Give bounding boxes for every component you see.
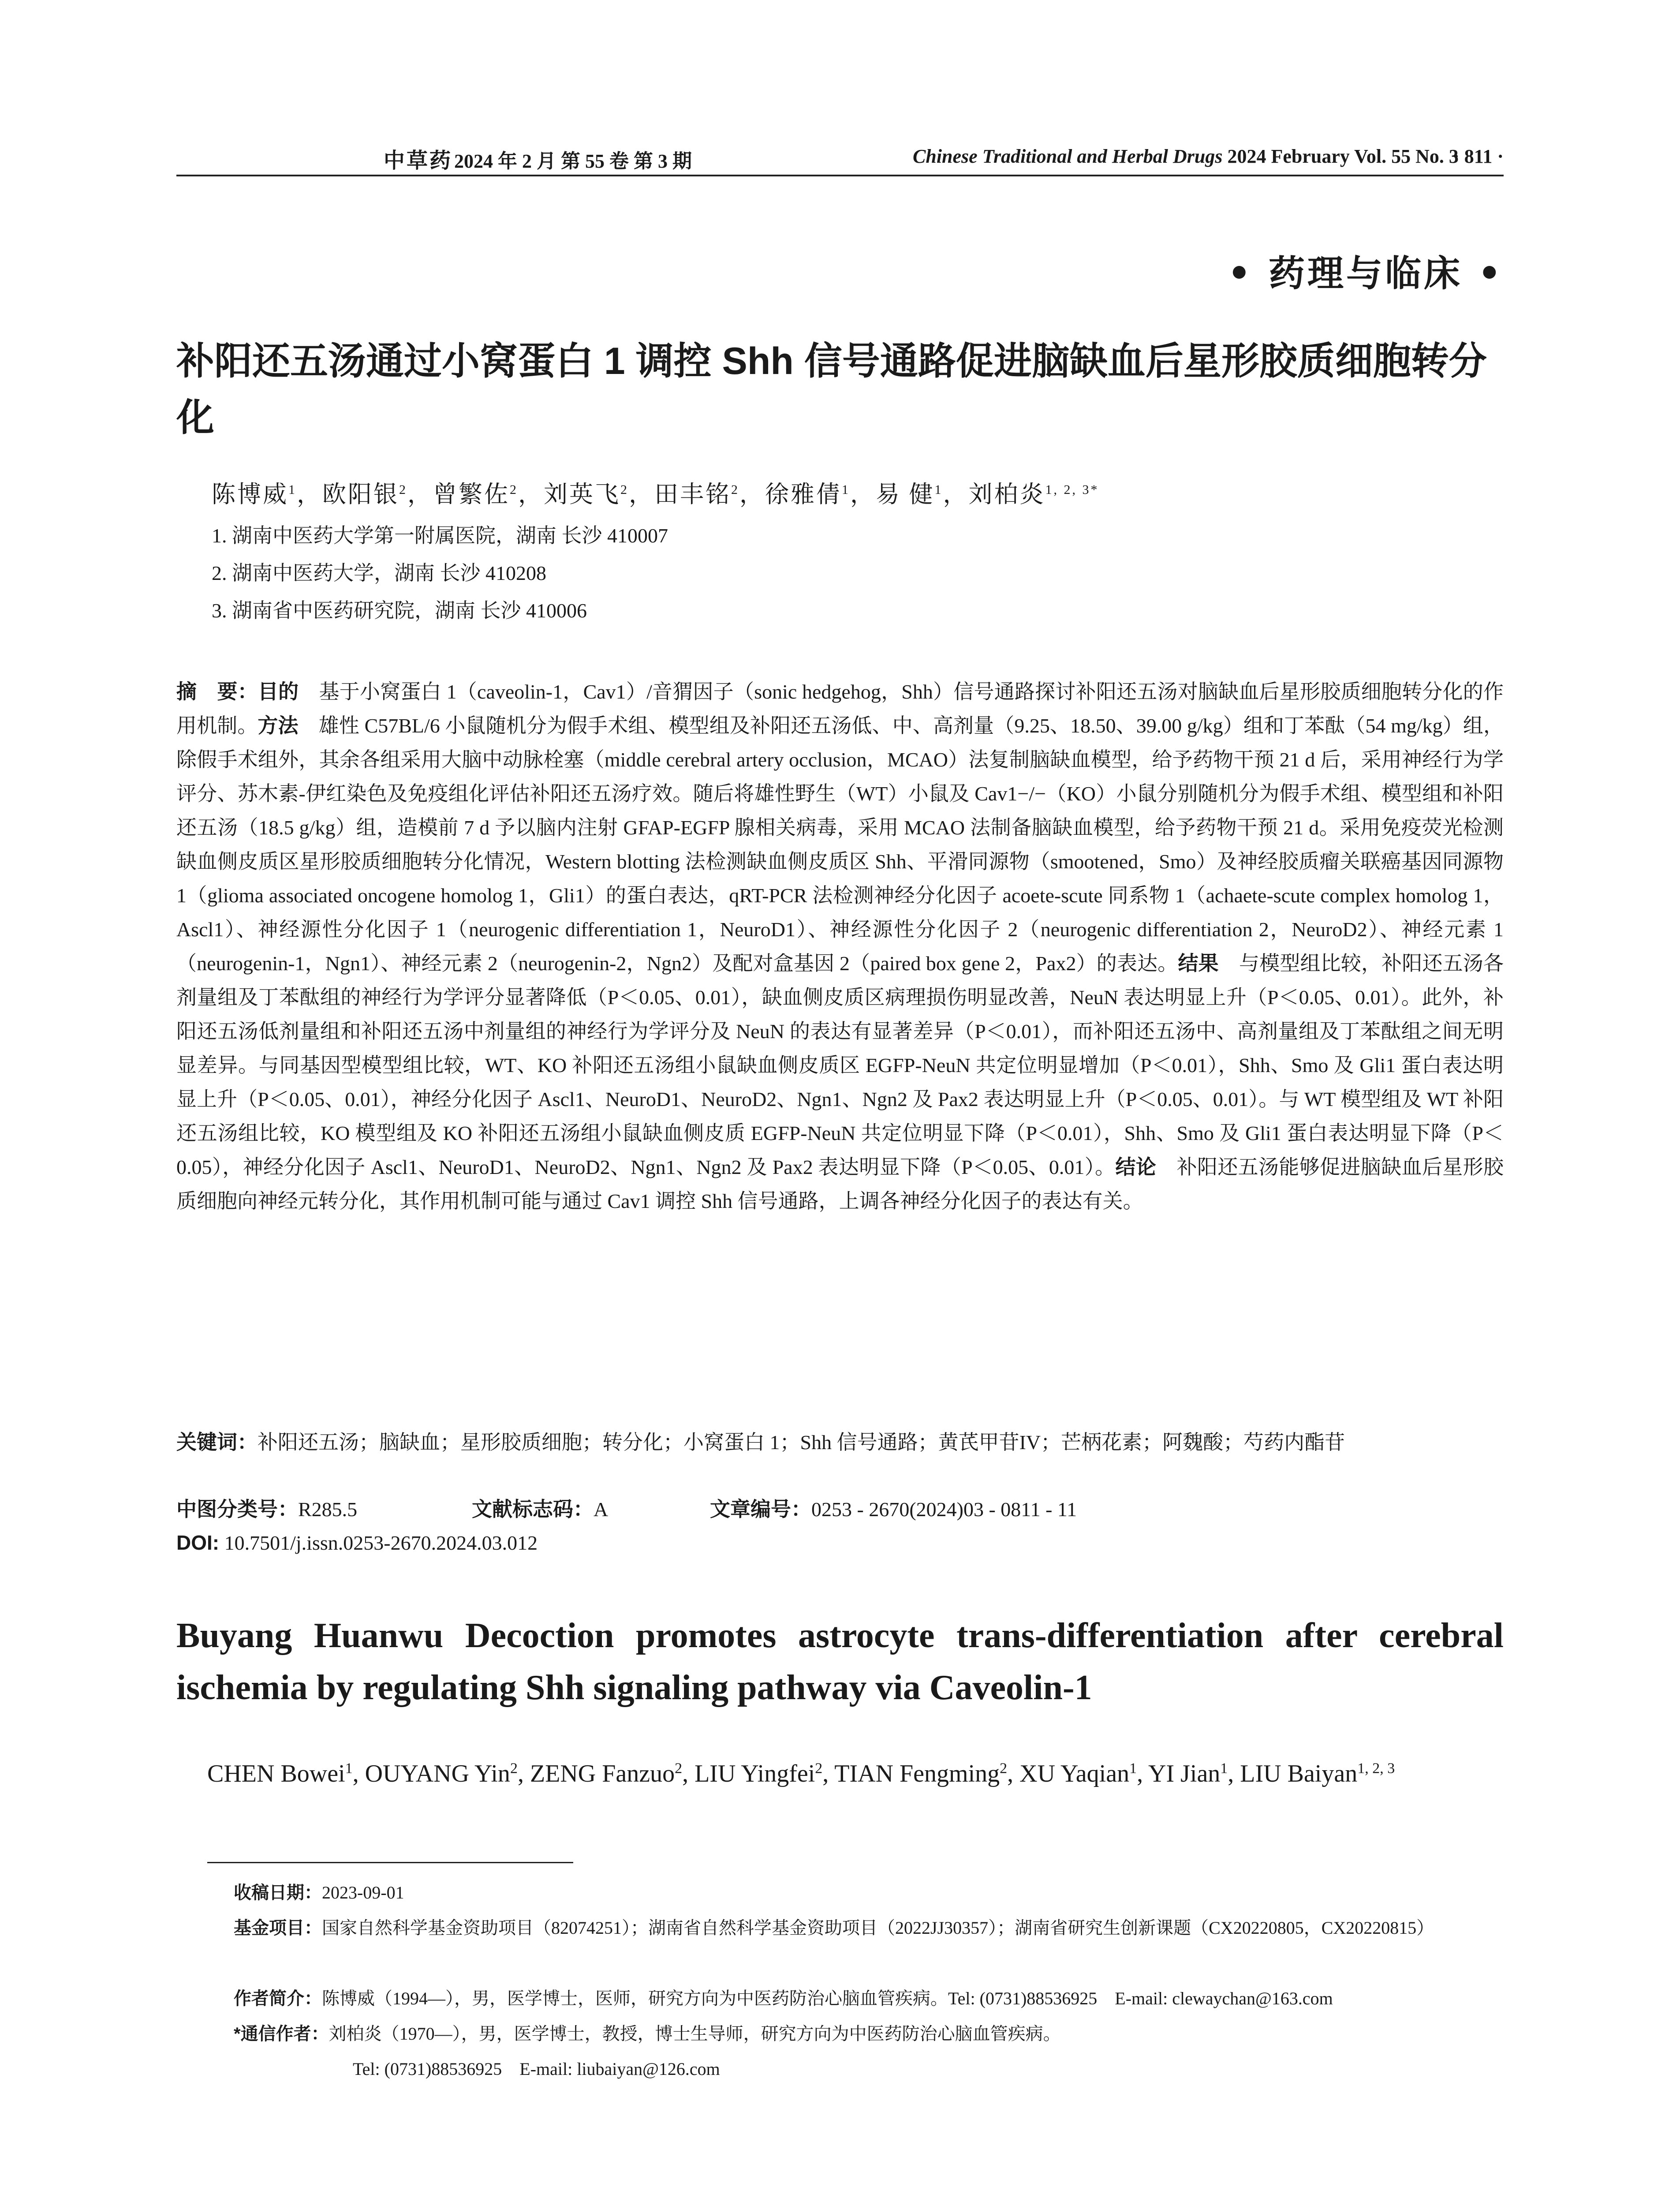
keywords-text: 补阳还五汤；脑缺血；星形胶质细胞；转分化；小窝蛋白 1；Shh 信号通路；黄芪甲苷IV；芒柄花素；阿魏酸；芍药内酯苷 <box>258 1431 1345 1454</box>
abstract-label: 摘 要： <box>176 680 258 703</box>
results-text: 与模型组比较，补阳还五汤各剂量组及丁苯酞组的神经行为学评分显著降低（P＜0.05、0.01），缺血侧皮质区病理损伤明显改善，NeuN 表达明显上升（P＜0.05、0.01）。此外，补阳还五汤低剂量组和补阳还五汤中剂量组的神经行为学评分及 NeuN 的表达有显著差异（P＜0.01），而补阳还五汤中、高剂量组及丁苯酞组之间无明显差异。与同基因型模型组比较，WT、KO 补阳还五汤组小鼠缺血侧皮质区 EGFP-NeuN 共定位明显增加（P＜0.01），Shh、Smo 及 Gli1 蛋白表达明显上升（P＜0.05、0.01），神经分化因子 Ascl1、NeuroD1、NeuroD2、Ngn1、Ngn2 及 Pax2 表达明显上升（P＜0.05、0.01）。与 WT 模型组及 WT 补阳还五汤组比较，KO 模型组及 KO 补阳还五汤组小鼠缺血侧皮质 EGFP-NeuN 共定位明显下降（P＜0.01），Shh、Smo 及 Gli1 蛋白表达明显下降（P＜0.05），神经分化因子 Ascl1、NeuroD1、NeuroD2、Ngn1、Ngn2 及 Pax2 表达明显下降（P＜0.05、0.01）。 <box>176 952 1504 1178</box>
journal-name-en: Chinese Traditional and Herbal Drugs <box>913 146 1223 167</box>
author-en-name: XU Yaqian <box>1019 1760 1130 1787</box>
abstract <box>176 675 1504 1218</box>
journal-issue-en <box>913 145 1459 168</box>
authors-cn: 陈博威$^1$，欧阳银$^2$，曾繁佐$^2$，刘英飞$^2$，田丰铭$^2$，徐雅倩$^1$，易 健$^1$，刘柏炎$^{1, 2, 3*}$ <box>212 481 1099 508</box>
corr-label: *通信作者： <box>234 2024 329 2044</box>
clc-value: R285.5 <box>298 1498 358 1521</box>
author-en-name: TIAN Fengming <box>834 1760 1000 1787</box>
corr-contact: Tel: (0731)88536925 E-mail: liubaiyan@126.com <box>353 2059 720 2079</box>
methods-label: 方法 <box>258 714 299 737</box>
clc-label: 中图分类号： <box>176 1498 298 1521</box>
author-en-name: YI Jian <box>1148 1760 1221 1787</box>
author-en-name: LIU Baiyan <box>1240 1760 1358 1787</box>
doc-code-value: A <box>594 1498 609 1521</box>
author-en-affiliation-mark: 2 <box>675 1760 683 1777</box>
conclusion-text: 补阳还五汤能够促进脑缺血后星形胶质细胞向神经元转分化，其作用机制可能与通过 Cav1 调控 Shh 信号通路，上调各神经分化因子的表达有关。 <box>176 1156 1504 1212</box>
footnote-corresponding <box>234 2021 1504 2047</box>
author-en-affiliation-mark: 2 <box>815 1760 823 1777</box>
author-en-affiliation-mark: 1 <box>1220 1760 1228 1777</box>
author-en-name: CHEN Bowei <box>207 1760 345 1787</box>
author-cn-affiliation-mark: 1 <box>842 482 850 497</box>
issue-info-cn: 2024 年 2 月 第 55 卷 第 3 期 <box>454 150 692 172</box>
author-cn-name: 欧阳银 <box>322 481 399 508</box>
author-cn-affiliation-mark: 1 <box>288 482 297 497</box>
author-cn-name: 刘英飞 <box>544 481 620 508</box>
author-en-affiliation-mark: 1 <box>345 1760 353 1777</box>
author-cn-name: 徐雅倩 <box>765 481 842 508</box>
doc-code-label: 文献标志码： <box>472 1498 594 1521</box>
page-number: · 811 · <box>1453 146 1504 167</box>
issue-info-en: 2024 February Vol. 55 No. 3 <box>1227 146 1459 167</box>
author-en-affiliation-mark: 2 <box>510 1760 518 1777</box>
doi-value[interactable]: 10.7501/j.issn.0253-2670.2024.03.012 <box>224 1532 538 1554</box>
received-date: 2023-09-01 <box>322 1883 404 1902</box>
authors-en: CHEN Bowei$^1$, OUYANG Yin$^2$, ZENG Fanzuo$^2$, LIU Yingfei$^2$, TIAN Fengming$^2$, XU Yaqian$^1$, YI Jian$^1$, LIU Baiyan$^{1, 2, 3}$ <box>207 1760 1395 1787</box>
author-en-affiliation-mark: 2 <box>1000 1760 1008 1777</box>
author-en-name: ZENG Fanzuo <box>530 1760 675 1787</box>
article-number-label: 文章编号： <box>710 1498 811 1521</box>
bio-text: 陈博威（1994—），男，医学博士，医师，研究方向为中医药防治心脑血管疾病。Tel: (0731)88536925 E-mail: clewaychan@163.com <box>322 1988 1333 2008</box>
header-rule <box>176 175 1504 176</box>
fund-text: 国家自然科学基金资助项目（82074251）；湖南省自然科学基金资助项目（2022JJ30357）；湖南省研究生创新课题（CX20220805，CX20220815） <box>322 1918 1434 1938</box>
author-cn-name: 刘柏炎 <box>968 481 1045 508</box>
title-en: Buyang Huanwu Decoction promotes astrocyte trans-differentiation after cerebral ischemia by regulating Shh signaling pathway via Caveolin-1 <box>176 1616 1504 1707</box>
footnote-fund <box>234 1915 1504 1941</box>
results-label: 结果 <box>1178 952 1219 975</box>
author-cn-name: 曾繁佐 <box>433 481 510 508</box>
author-en-affiliation-mark: 1 <box>1129 1760 1137 1777</box>
affiliation-2: 2. 湖南中医药大学，湖南 长沙 410208 <box>212 562 546 584</box>
objective-text: 基于小窝蛋白 1（caveolin-1，Cav1）/音猬因子（sonic hedgehog，Shh）信号通路探讨补阳还五汤对脑缺血后星形胶质细胞转分化的作用机制。 <box>176 680 1504 737</box>
author-cn-affiliation-mark: 2 <box>731 482 739 497</box>
keywords <box>176 1425 1504 1459</box>
affiliation-3: 3. 湖南省中医药研究院，湖南 长沙 410006 <box>212 599 587 622</box>
received-label: 收稿日期： <box>234 1883 322 1902</box>
author-en-name: LIU Yingfei <box>694 1760 815 1787</box>
objective-label: 目的 <box>258 680 299 703</box>
methods-text: 雄性 C57BL/6 小鼠随机分为假手术组、模型组及补阳还五汤低、中、高剂量（9.25、18.50、39.00 g/kg）组和丁苯酞（54 mg/kg）组，除假手术组外，其余各组采用大脑中动脉栓塞（middle cerebral artery occlusion，MCAO）法复制脑缺血模型，给予药物干预 21 d 后，采用神经行为学评分、苏木素-伊红染色及免疫组化评估补阳还五汤疗效。随后将雄性野生（WT）小鼠及 Cav1−/−（KO）小鼠分别随机分为假手术组、模型组和补阳还五汤（18.5 g/kg）组，造模前 7 d 予以脑内注射 GFAP-EGFP 腺相关病毒，采用 MCAO 法制备脑缺血模型，给予药物干预 21 d。采用免疫荧光检测缺血侧皮质区星形胶质细胞转分化情况，Western blotting 法检测缺血侧皮质区 Shh、平滑同源物（smootened，Smo）及神经胶质瘤关联癌基因同源物 1（glioma associated oncogene homolog 1，Gli1）的蛋白表达，qRT-PCR 法检测神经分化因子 acoete-scute 同系物 1（achaete-scute complex homolog 1，Ascl1）、神经源性分化因子 1（neurogenic differentiation 1，NeuroD1）、神经源性分化因子 2（neurogenic differentiation 2，NeuroD2）、神经元素 1（neurogenin-1，Ngn1）、神经元素 2（neurogenin-2，Ngn2）及配对盒基因 2（paired box gene 2，Pax2）的表达。 <box>176 714 1504 975</box>
conclusion-label: 结论 <box>1115 1155 1157 1178</box>
affiliation-1: 1. 湖南中医药大学第一附属医院，湖南 长沙 410007 <box>212 524 668 547</box>
author-cn-affiliation-mark: 1, 2, 3* <box>1045 482 1099 497</box>
author-cn-name: 陈博威 <box>212 481 288 508</box>
fund-label: 基金项目： <box>234 1918 322 1938</box>
title-cn: 补阳还五汤通过小窝蛋白 1 调控 Shh 信号通路促进脑缺血后星形胶质细胞转分化 <box>176 340 1487 439</box>
author-cn-name: 易 健 <box>876 481 935 508</box>
article-number-value: 0253 - 2670(2024)03 - 0811 - 11 <box>811 1498 1077 1521</box>
footnote-received <box>234 1880 1504 1906</box>
footnote-rule <box>207 1862 573 1863</box>
footnote-bio <box>234 1985 1504 2012</box>
author-cn-affiliation-mark: 1 <box>934 482 943 497</box>
author-cn-name: 田丰铭 <box>654 481 731 508</box>
doi-label: DOI: <box>176 1531 220 1554</box>
author-cn-affiliation-mark: 2 <box>399 482 407 497</box>
section-label: • 药理与临床 • <box>1228 252 1504 295</box>
running-header <box>176 143 1504 174</box>
author-en-affiliation-mark: 1, 2, 3 <box>1357 1760 1395 1777</box>
author-cn-affiliation-mark: 2 <box>620 482 629 497</box>
journal-name-cn: 中草药 <box>384 149 453 172</box>
doi-line <box>176 1526 1504 1560</box>
keywords-label: 关键词： <box>176 1431 258 1454</box>
doc-code <box>472 1492 608 1526</box>
corr-text: 刘柏炎（1970—），男，医学博士，教授，博士生导师，研究方向为中医药防治心脑血管疾病。 <box>329 2024 1061 2044</box>
author-cn-affiliation-mark: 2 <box>510 482 518 497</box>
bio-label: 作者简介： <box>234 1989 322 2008</box>
classification-line <box>176 1492 1504 1526</box>
article-number <box>710 1492 1077 1526</box>
author-en-name: OUYANG Yin <box>365 1760 510 1787</box>
